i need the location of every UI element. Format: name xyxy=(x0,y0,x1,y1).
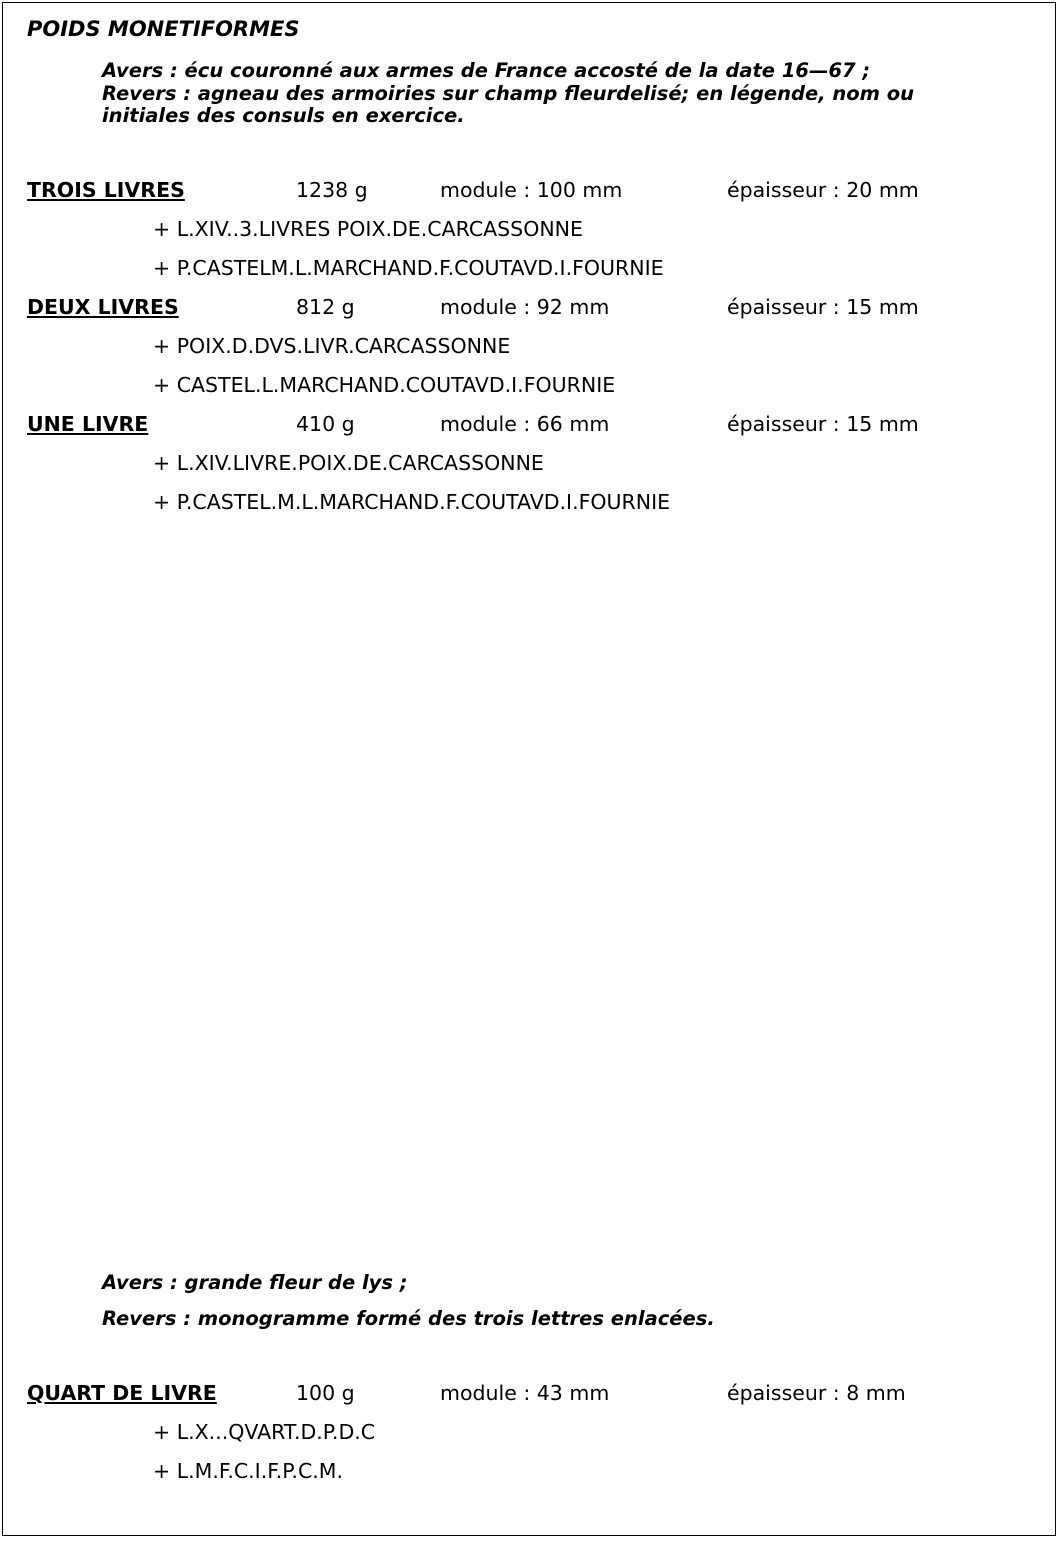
weight-module: module : 66 mm xyxy=(440,412,610,436)
weight-mass: 100 g xyxy=(296,1381,355,1405)
obverse-legend: + L.XIV..3.LIVRES POIX.DE.CARCASSONNE xyxy=(153,217,583,241)
weight-mass: 1238 g xyxy=(296,178,368,202)
weight-name: DEUX LIVRES xyxy=(27,295,179,319)
reverse-description-continued: initiales des consuls en exercice. xyxy=(102,104,465,127)
weight-mass: 812 g xyxy=(296,295,355,319)
obverse-legend: + L.X...QVART.D.P.D.C xyxy=(153,1420,376,1444)
weight-thickness: épaisseur : 15 mm xyxy=(727,295,919,319)
weight-row-une-livre xyxy=(0,412,1062,442)
weight-thickness: épaisseur : 15 mm xyxy=(727,412,919,436)
reverse-legend: + P.CASTEL.M.L.MARCHAND.F.COUTAVD.I.FOURNIE xyxy=(153,490,671,514)
reverse-description: Revers : agneau des armoiries sur champ fleurdelisé; en légende, nom ou xyxy=(102,82,915,105)
reverse-legend: + P.CASTELM.L.MARCHAND.F.COUTAVD.I.FOURNIE xyxy=(153,256,664,280)
weight-thickness: épaisseur : 8 mm xyxy=(727,1381,906,1405)
obverse-description: Avers : écu couronné aux armes de France accosté de la date 16—67 ; xyxy=(102,59,871,82)
reverse-description: Revers : monogramme formé des trois lettres enlacées. xyxy=(102,1307,715,1330)
obverse-legend: + POIX.D.DVS.LIVR.CARCASSONNE xyxy=(153,334,511,358)
weight-mass: 410 g xyxy=(296,412,355,436)
weight-row-quart-de-livre xyxy=(0,1381,1062,1411)
weight-name: TROIS LIVRES xyxy=(27,178,185,202)
reverse-legend: + CASTEL.L.MARCHAND.COUTAVD.I.FOURNIE xyxy=(153,373,616,397)
weight-row-trois-livres xyxy=(0,178,1062,208)
weight-name: QUART DE LIVRE xyxy=(27,1381,217,1405)
obverse-description: Avers : grande fleur de lys ; xyxy=(102,1271,408,1294)
weight-thickness: épaisseur : 20 mm xyxy=(727,178,919,202)
page-title: POIDS MONETIFORMES xyxy=(27,17,300,41)
reverse-legend: + L.M.F.C.I.F.P.C.M. xyxy=(153,1459,343,1483)
weight-module: module : 100 mm xyxy=(440,178,623,202)
obverse-legend: + L.XIV.LIVRE.POIX.DE.CARCASSONNE xyxy=(153,451,544,475)
weight-module: module : 92 mm xyxy=(440,295,610,319)
weight-module: module : 43 mm xyxy=(440,1381,610,1405)
weight-row-deux-livres xyxy=(0,295,1062,325)
weight-name: UNE LIVRE xyxy=(27,412,149,436)
